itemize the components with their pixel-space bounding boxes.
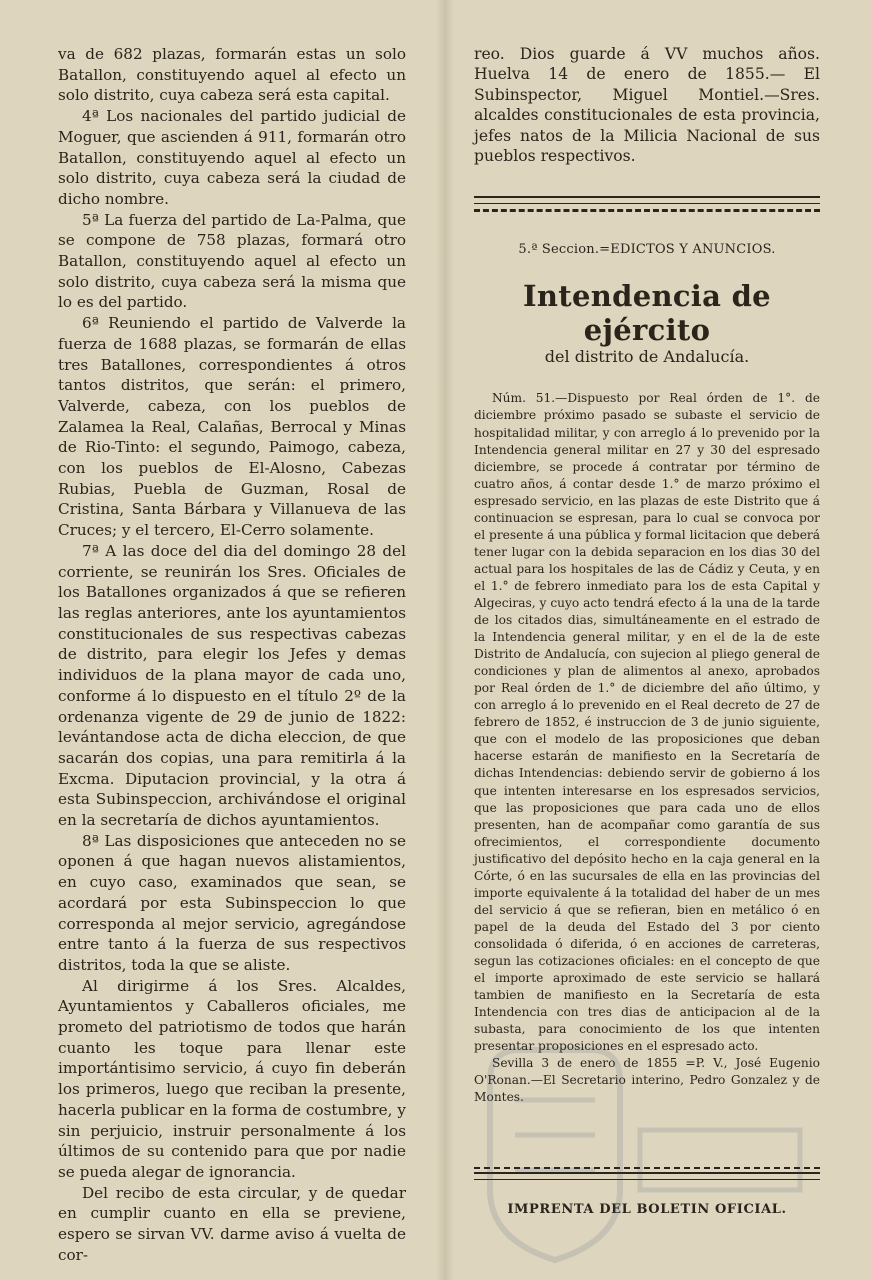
left-paragraph-rule-8: 8ª Las disposiciones que anteceden no se oponen á que hagan nuevos alistamientos, en cuyo caso, examinados que sean, se acordará por esta Subinspeccion lo que corresponda al mejor servicio, agregándose entre tanto á la fuerza de sus respectivos distritos, toda la que se aliste.: [58, 831, 406, 974]
left-paragraph-rule-4: 4ª Los nacionales del partido judicial de Moguer, que ascienden á 911, formarán otro Batallon, constituyendo aquel al efecto un solo distrito, cuya cabeza será la ciudad de dicho nombre.: [58, 107, 406, 208]
left-paragraph-rule-7: 7ª A las doce del dia del domingo 28 del corriente, se reunirán los Sres. Oficiales de los Batallones organizados á que se refieren las reglas anteriores, ante los ayuntamientos constitucionales de sus respectivas cabezas de distrito, para elegir los Jefes y demas individuos de la plana mayor de cada uno, conforme á lo dispuesto en el título 2º de la ordenanza vigente de 29 de junio de 1822: levántandose acta de dicha eleccion, de que sacarán dos copias, una para remitirla á la Excma. Diputacion provincial, y la otra á esta Subinspeccion, archivándose el original en la secretaría de dichos ayuntamientos.: [58, 541, 406, 830]
left-paragraph-rule-6: 6ª Reuniendo el partido de Valverde la fuerza de 1688 plazas, se formarán de ellas tres Batallones, correspondientes á otros tantos distritos, que serán: el primero, Valverde, cabeza, con los pueblos de Zalamea la Real, Calañas, Berrocal y Minas de Rio-Tinto: el segundo, Paimogo, cabeza, con los pueblos de El-Alosno, Cabezas Rubias, Puebla de Guzman, Rosal de Cristina, Santa Bárbara y Villanueva de las Cruces; y el tercero, El-Cerro solamente.: [58, 314, 406, 540]
left-column: [58, 44, 406, 1265]
section-heading: 5.ª Seccion.=EDICTOS Y ANUNCIOS.: [518, 242, 776, 258]
notice-title: Intendencia de ejército: [523, 279, 771, 348]
circular-ending: reo. Dios guarde á VV muchos años. Huelva 14 de enero de 1855.— El Subinspector, Miguel Montiel.—Sres. alcaldes constitucionales de esta provincia, jefes natos de la Milicia Nacional de sus pueblos respectivos.: [474, 45, 820, 166]
notice-body: Núm. 51.—Dispuesto por Real órden de 1°. de diciembre próximo pasado se subaste el servicio de hospitalidad militar, y con arreglo á lo prevenido por la Intendencia general militar en 27 y 30 del espresado diciembre, se procede á contratar por término de cuatro años, á contar desde 1.° de marzo próximo el espresado servicio, en las plazas de este Distrito que á continuacion se espresan, para lo cual se convoca por el presente á una pública y formal licitacion que deberá tener lugar con la debida separacion en los dias 30 del actual para los hospitales de las de Cádiz y Ceuta, y en el 1.° de febrero inmediato para los de esta Capital y Algeciras, y cuyo acto tendrá efecto á la una de la tarde de los citados dias, simultáneamente en el estrado de la Intendencia general militar, y en el de la de este Distrito de Andalucía, con sujecion al pliego general de condiciones y plan de alimentos al anexo, aprobados por Real órden de 1.° de diciembre del año último, y con arreglo á lo prevenido en el Real decreto de 27 de febrero de 1852, é instruccion de 3 de junio siguiente, que con el modelo de las proposiciones que deban hacerse estarán de manifiesto en la Secretaría de dichas Intendencias: debiendo servir de gobierno á los que intenten interesarse en los espresados servicios, que las proposiciones que para cada uno de ellos presenten, han de acompañar como garantía de sus ofrecimientos, el correspondiente documento justificativo del depósito hecho en la caja general en la Córte, ó en las sucursales de ella en las provincias del importe equivalente á la totalidad del haber de un mes del servicio á que se refieran, bien en metálico ó en papel de la deuda del Estado del 3 por ciento consolidada ó diferida, ó en acciones de carreteras, segun las cotizaciones oficiales: en el concepto de que el importe aproximado de este servicio se hallará tambien de manifiesto en la Secretaría de esta Intendencia con tres dias de anticipacion al de la subasta, para conocimiento de los que intenten presentar proposiciones en el espresado acto.: [474, 391, 820, 1054]
page-fold-shadow: [436, 0, 454, 1280]
left-paragraph-closing: Al dirigirme á los Sres. Alcaldes, Ayuntamientos y Caballeros oficiales, me prometo del patriotismo de todos que harán cuanto les toque para llenar este importántisimo servicio, á cuyo fin deberán los primeros, luego que reciban la presente, hacerla publicar en la forma de costumbre, y sin perjuicio, instruir personalmente á los últimos de su contenido para que por nadie se pueda alegar de ignorancia.: [58, 976, 406, 1181]
section-divider: [474, 196, 820, 204]
library-stamp-watermark: [470, 1040, 810, 1270]
imprint-line: IMPRENTA DEL BOLETIN OFICIAL.: [507, 1202, 787, 1218]
left-paragraph-rule-5: 5ª La fuerza del partido de La-Palma, que se compone de 758 plazas, formará otro Batallon, constituyendo aquel al efecto un solo distrito, cuya cabeza será la misma que lo es del partido.: [58, 210, 406, 312]
notice-subtitle: del distrito de Andalucía.: [544, 347, 750, 367]
left-paragraph-receipt: Del recibo de esta circular, y de quedar en cumplir cuanto en ella se previene, espero se sirvan VV. darme aviso á vuelta de cor-: [58, 1183, 406, 1264]
notice-signature: Sevilla 3 de enero de 1855 =P. V., José Eugenio O'Ronan.—El Secretario interino, Pedro Gonzalez y de Montes.: [474, 1056, 820, 1105]
left-paragraph-1: va de 682 plazas, formarán estas un solo Batallon, constituyendo aquel al efecto un solo distrito, cuya cabeza será esta capital.: [58, 45, 406, 105]
